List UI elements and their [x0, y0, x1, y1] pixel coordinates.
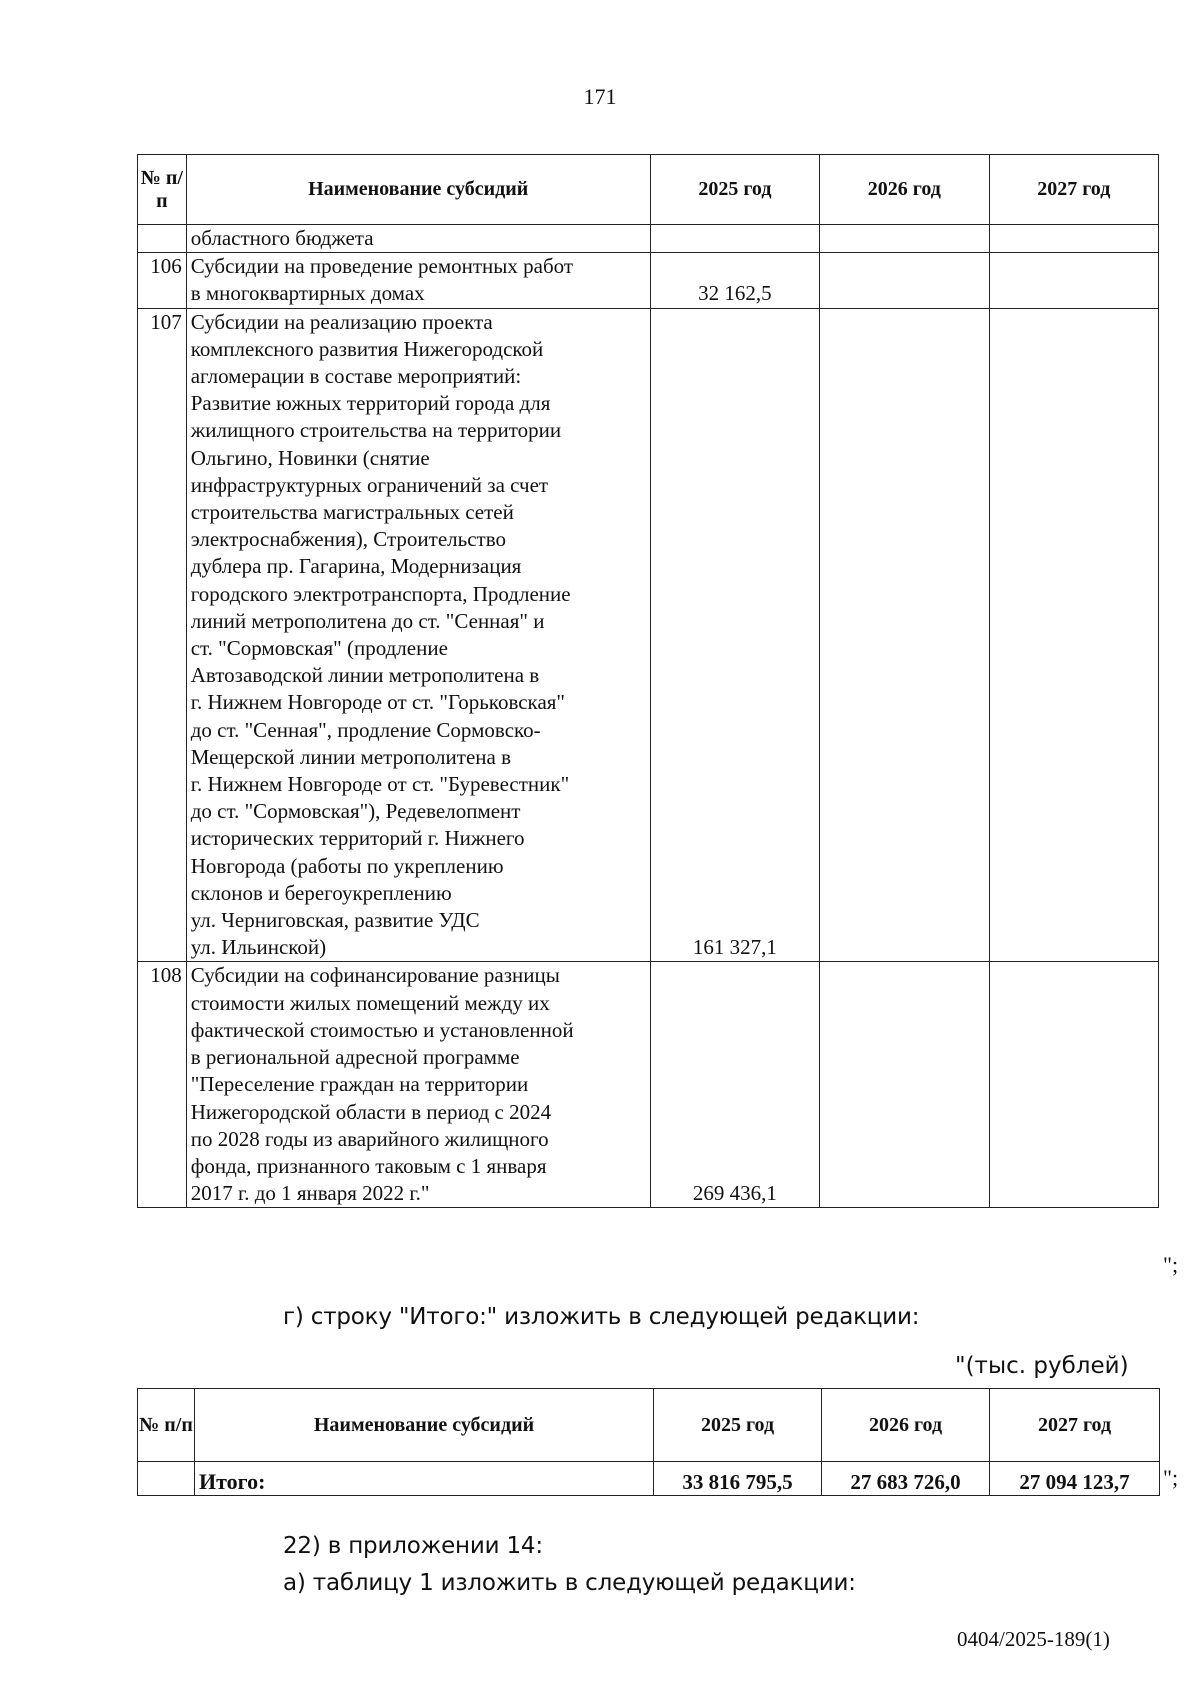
desc-line: Ольгино, Новинки (снятие — [190, 445, 430, 470]
desc-line: в многоквартирных домах — [190, 281, 425, 306]
desc-line: Мещерской линии метрополитена в — [190, 744, 511, 769]
total-row — [138, 1462, 1160, 1496]
desc-line: фонда, признанного таковым с 1 января — [190, 1153, 547, 1178]
desc-line: в региональной адресной программе — [190, 1045, 520, 1070]
desc-line: г. Нижнем Новгороде от ст. "Буревестник" — [190, 772, 570, 797]
table-row — [138, 308, 1159, 962]
table2-closing-quote: "; — [1163, 1465, 1179, 1490]
col-header-number: № п/п — [138, 155, 187, 225]
units-note: "(тыс. рублей) — [955, 1353, 1129, 1379]
desc-line: стоимости жилых помещений между их — [190, 990, 550, 1015]
desc-line: агломерации в составе мероприятий: — [190, 364, 522, 389]
paragraph-22: 22) в приложении 14: — [283, 1533, 543, 1559]
desc-line: г. Нижнем Новгороде от ст. "Горьковская" — [190, 690, 565, 715]
row-description — [186, 253, 650, 308]
desc-line: городского электротранспорта, Продление — [190, 581, 571, 606]
desc-line: строительства магистральных сетей — [190, 500, 514, 525]
continuation-text: областного бюджета — [186, 225, 650, 253]
total-table — [137, 1388, 1160, 1496]
row-2027-value — [989, 253, 1158, 308]
desc-line: Нижегородской области в период с 2024 — [190, 1099, 552, 1124]
col-header-name: Наименование субсидий — [195, 1389, 654, 1462]
desc-line: Новгорода (работы по укреплению — [190, 853, 504, 878]
desc-line: комплексного развития Нижегородской — [190, 336, 544, 361]
col-header-2026: 2026 год — [822, 1389, 990, 1462]
table-row — [138, 253, 1159, 308]
page-number: 171 — [583, 84, 617, 109]
desc-line: склонов и берегоукреплению — [190, 880, 452, 905]
desc-line: электроснабжения), Строительство — [190, 527, 506, 552]
desc-line: ул. Ильинской) — [190, 935, 327, 960]
document-code: 0404/2025-189(1) — [957, 1627, 1110, 1651]
desc-line: Субсидии на реализацию проекта — [190, 309, 493, 334]
row-number: 106 — [138, 253, 187, 308]
desc-line: Субсидии на проведение ремонтных работ — [190, 254, 574, 279]
table-row — [138, 962, 1159, 1208]
paragraph-g: г) строку "Итого:" изложить в следующей редакции: — [283, 1304, 920, 1330]
col-header-number: № п/п — [138, 1389, 195, 1462]
subsidies-table — [137, 154, 1159, 1208]
row-2027-value — [989, 308, 1158, 962]
row-number: 108 — [138, 962, 187, 1208]
row-2026-value — [820, 308, 989, 962]
desc-line: ул. Черниговская, развитие УДС — [190, 908, 480, 933]
desc-line: "Переселение граждан на территории — [190, 1072, 529, 1097]
row-number: 107 — [138, 308, 187, 962]
desc-line: инфраструктурных ограничений за счет — [190, 472, 549, 497]
table-header-row — [138, 155, 1159, 225]
desc-line: до ст. "Сормовская"), Редевелопмент — [190, 799, 521, 824]
row-2027-value — [989, 962, 1158, 1208]
desc-line: линий метрополитена до ст. "Сенная" и — [190, 608, 545, 633]
desc-line: Автозаводской линии метрополитена в — [190, 663, 540, 688]
col-header-2026: 2026 год — [820, 155, 989, 225]
total-label: Итого: — [195, 1462, 654, 1496]
desc-line: жилищного строительства на территории — [190, 418, 562, 443]
desc-line: дублера пр. Гагарина, Модернизация — [190, 554, 522, 579]
desc-line: до ст. "Сенная", продление Сормовско- — [190, 717, 541, 742]
row-description — [186, 308, 650, 962]
total-2026-value: 27 683 726,0 — [822, 1462, 990, 1496]
col-header-2025: 2025 год — [654, 1389, 822, 1462]
desc-line: ст. "Сормовская" (продление — [190, 636, 448, 661]
desc-line: фактической стоимостью и установленной — [190, 1017, 574, 1042]
col-header-2027: 2027 год — [990, 1389, 1160, 1462]
row-2025-value: 161 327,1 — [650, 308, 819, 962]
col-header-name: Наименование субсидий — [186, 155, 650, 225]
row-description — [186, 962, 650, 1208]
desc-line: 2017 г. до 1 января 2022 г." — [190, 1181, 430, 1206]
table-header-row — [138, 1389, 1160, 1462]
desc-line: Развитие южных территорий города для — [190, 391, 551, 416]
row-2025-value: 32 162,5 — [650, 253, 819, 308]
total-2027-value: 27 094 123,7 — [990, 1462, 1160, 1496]
desc-line: по 2028 годы из аварийного жилищного — [190, 1126, 549, 1151]
row-2026-value — [820, 962, 989, 1208]
paragraph-a: а) таблицу 1 изложить в следующей редакции: — [283, 1570, 856, 1596]
row-2026-value — [820, 253, 989, 308]
table-row-continuation — [138, 225, 1159, 253]
col-header-2025: 2025 год — [650, 155, 819, 225]
table1-closing-quote: "; — [1163, 1252, 1179, 1277]
total-2025-value: 33 816 795,5 — [654, 1462, 822, 1496]
desc-line: исторических территорий г. Нижнего — [190, 826, 525, 851]
row-2025-value: 269 436,1 — [650, 962, 819, 1208]
col-header-2027: 2027 год — [989, 155, 1158, 225]
desc-line: Субсидии на софинансирование разницы — [190, 963, 560, 988]
